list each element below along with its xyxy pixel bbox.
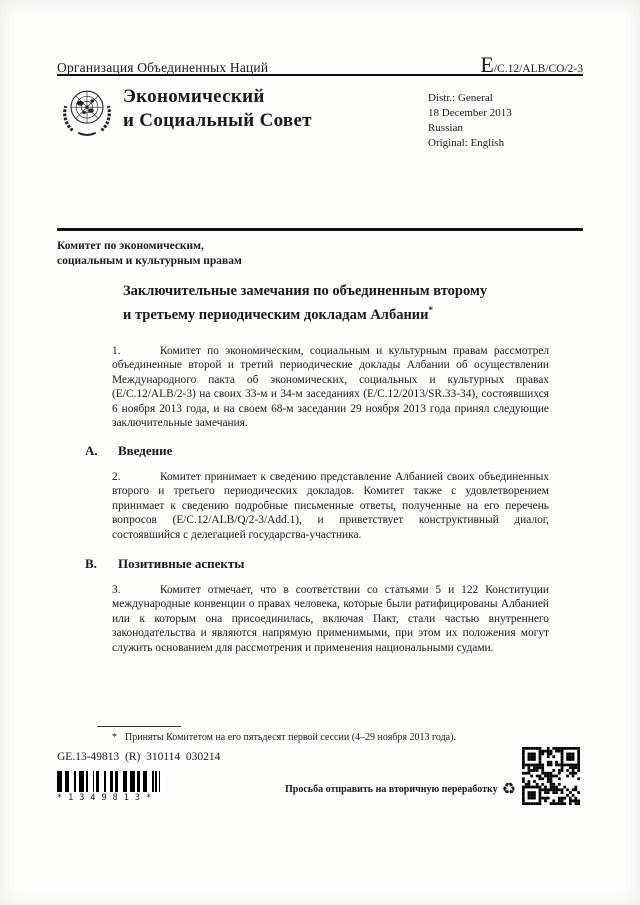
paragraph-2-number: 2. <box>112 471 121 483</box>
section-a-title: Введение <box>118 443 173 458</box>
organ-name-line1: Экономический <box>123 86 265 107</box>
un-emblem-icon <box>58 82 116 142</box>
committee-line1: Комитет по экономическим, <box>57 240 204 252</box>
title-footnote-marker: * <box>428 304 434 315</box>
paragraph-3 <box>112 583 549 655</box>
header-row <box>57 52 583 76</box>
paragraph-3-text: Комитет отмечает, что в соответствии со статьями 5 и 122 Конституции международные конвенции о правах человека, которые были ратифицированы Албанией или к которым она присоединилась, включая Пакт, стали частью внутреннего законодательства и являются напрямую применимыми, при этом их положения могут служить основанием для рассмотрения и применения национальными судами. <box>112 584 549 654</box>
footnote <box>112 732 552 743</box>
paragraph-1-text: Комитет по экономическим, социальным и культурным правам рассмотрел объединенные второй и третий периодические доклады Албании об осуществлении Международного пакта об экономических, социальных и культурных правах (E/C.12/ALB/2-3) на своих 33-м и 34-м заседаниях (E/C.12/2013/SR.33-34), состоявшихся 6 ноября 2013 года, и на своем 68-м заседании 29 ноября 2013 года принял следующие заключительные замечания. <box>112 345 549 430</box>
section-b-heading <box>85 556 545 572</box>
section-b-title: Позитивные аспекты <box>118 556 245 571</box>
paragraph-1 <box>112 344 549 430</box>
paragraph-3-number: 3. <box>112 584 121 596</box>
paragraph-1-number: 1. <box>112 345 121 357</box>
document-symbol-letter: E <box>480 52 494 77</box>
section-a-heading <box>85 443 545 459</box>
header-divider <box>57 228 583 231</box>
footnote-marker: * <box>112 732 117 743</box>
section-a-letter: A. <box>85 443 98 458</box>
distr-line: Distr.: General <box>428 92 493 104</box>
document-title-text: Заключительные замечания по объединенным второму и третьему периодическим докладам Албании <box>123 283 488 323</box>
organ-name-line2: и Социальный Совет <box>123 110 312 131</box>
original-line: Original: English <box>428 137 505 149</box>
paragraph-2-text: Комитет принимает к сведению представление Албанией своих объединенных второго и третьего периодических докладов. Комитет также с удовлетворением принимает к сведению подробные письменные ответы, полученные на его перечень вопросов (E/C.12/ALB/Q/2-3/Add.1), и приветствует конструктивный диалог, состоявшийся с делегацией государства-участника. <box>112 471 549 541</box>
ge-number: GE.13-49813 (R) 310114 030214 <box>57 751 221 763</box>
barcode <box>57 771 167 803</box>
recycle-notice <box>230 781 516 797</box>
committee-line2: социальным и культурным правам <box>57 255 242 267</box>
qr-code-icon <box>522 747 580 805</box>
organ-name <box>123 85 312 133</box>
recycle-text: Просьба отправить на вторичную переработку <box>285 783 498 795</box>
document-symbol <box>480 52 583 78</box>
document-symbol-rest: /C.12/ALB/CO/2-3 <box>493 63 583 75</box>
barcode-text: *1349813* <box>57 793 158 803</box>
date-line: 18 December 2013 <box>428 107 512 119</box>
footnote-text: Приняты Комитетом на его пятьдесят первой сессии (4–29 ноября 2013 года). <box>125 732 456 743</box>
committee-name <box>57 239 242 269</box>
distribution-block <box>428 91 512 151</box>
language-line: Russian <box>428 122 463 134</box>
section-b-letter: B. <box>85 556 97 571</box>
paragraph-2 <box>112 470 549 542</box>
recycle-icon: ♻ <box>501 779 516 798</box>
document-title <box>123 282 491 324</box>
barcode-bars-icon <box>57 771 167 792</box>
footnote-divider <box>97 726 181 727</box>
org-name: Организация Объединенных Наций <box>57 60 269 75</box>
